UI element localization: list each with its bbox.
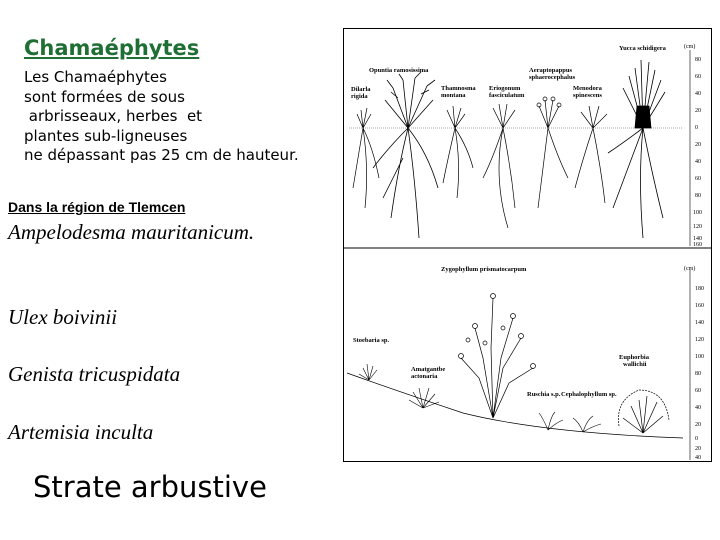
scale-tick: 80 (695, 57, 701, 63)
scale-tick: 0 (695, 125, 698, 131)
scale-tick: 20 (695, 446, 701, 452)
scale-tick: 100 (693, 210, 702, 216)
plant-euphorbia (618, 390, 669, 433)
strate-label: Strate arbustive (33, 470, 267, 504)
description-text (24, 68, 344, 166)
scale-tick: 40 (695, 455, 701, 461)
top-scale-ticks (693, 57, 702, 248)
species-item: Ulex boivinii (8, 305, 118, 329)
scale-tick: 40 (695, 91, 701, 97)
scale-tick: 160 (693, 242, 702, 248)
scale-tick: 120 (693, 224, 702, 230)
region-heading: Dans la région de Tlemcen (8, 199, 186, 215)
plant-label: sphaerocephalus (529, 74, 576, 81)
plant-label: fasciculatum (489, 92, 525, 99)
plant-dilarla (353, 108, 379, 208)
scale-tick: 0 (695, 436, 698, 442)
scale-tick: 60 (695, 74, 701, 80)
plant-label: montana (441, 92, 466, 99)
plant-ruschia (539, 412, 601, 432)
scale-tick: 140 (693, 236, 702, 242)
scale-tick: 60 (695, 388, 701, 394)
scale-tick: 20 (695, 108, 701, 114)
scale-tick: 20 (695, 422, 701, 428)
plant-aeraptopappus (537, 97, 568, 208)
plant-label: Amatgantbe (411, 366, 446, 373)
plant-label: rigida (351, 93, 368, 100)
scale-tick: 20 (695, 142, 701, 148)
plant-label: Opuntia ramosissima (369, 67, 429, 74)
top-unit-label: (cm) (684, 44, 696, 50)
description-line: arbrisseaux, herbes et (24, 107, 203, 125)
bottom-scale-ticks (695, 286, 704, 461)
plant-label: Euphorbia (619, 354, 649, 361)
scale-tick: 120 (695, 337, 704, 343)
scale-tick: 60 (695, 176, 701, 182)
scale-tick: 80 (695, 193, 701, 199)
scale-tick: 180 (695, 286, 704, 292)
plant-menodora (575, 106, 607, 203)
scale-tick: 100 (695, 354, 704, 360)
plant-label: Cephalophyllum sp. (561, 391, 617, 398)
plant-opuntia (373, 72, 438, 238)
plant-label: spinescens (573, 92, 602, 99)
scale-tick: 40 (695, 405, 701, 411)
plant-label: Eriogonum (489, 85, 521, 92)
plant-yucca (608, 60, 665, 238)
species-item: Artemisia inculta (8, 420, 154, 444)
description-line: sont formées de sous (24, 87, 185, 106)
scale-tick: 80 (695, 371, 701, 377)
scale-tick: 40 (695, 159, 701, 165)
plant-amatgantbe (409, 388, 439, 408)
plant-label: Thamnosma (441, 85, 476, 92)
plant-label: Ruschia s.p. (527, 391, 561, 398)
plant-thamnosma (443, 106, 473, 198)
description-line: plantes sub-ligneuses (24, 126, 188, 145)
species-item: Genista tricuspidata (8, 362, 181, 386)
plant-label: Aeraptopappus (529, 67, 572, 74)
plant-label: Menodora (573, 85, 602, 92)
plant-label: Dilarla (351, 86, 371, 93)
bottom-unit-label: (cm) (684, 266, 696, 272)
bottom-ground-slope (347, 373, 683, 438)
description-line: Les Chamaéphytes (24, 68, 167, 86)
page-title: Chamaéphytes (24, 36, 200, 60)
scale-tick: 140 (695, 320, 704, 326)
plant-label: Yucca schidigera (619, 45, 666, 52)
plant-label: Zygophyllum prismatocarpum (441, 266, 527, 273)
species-item: Ampelodesma mauritanicum. (8, 220, 255, 244)
vegetation-profile-figure (343, 28, 712, 462)
plant-label: Stoebaria sp. (353, 337, 390, 344)
plant-eriogonum (483, 104, 515, 228)
profile-illustration (343, 28, 712, 462)
plant-zygophyllum (459, 294, 536, 419)
scale-tick: 160 (695, 303, 704, 309)
plant-label: wallichii (623, 361, 647, 368)
plant-label: actonaria (411, 373, 438, 380)
plant-stoebaria (359, 364, 377, 380)
description-line: ne dépassant pas 25 cm de hauteur. (24, 146, 299, 164)
